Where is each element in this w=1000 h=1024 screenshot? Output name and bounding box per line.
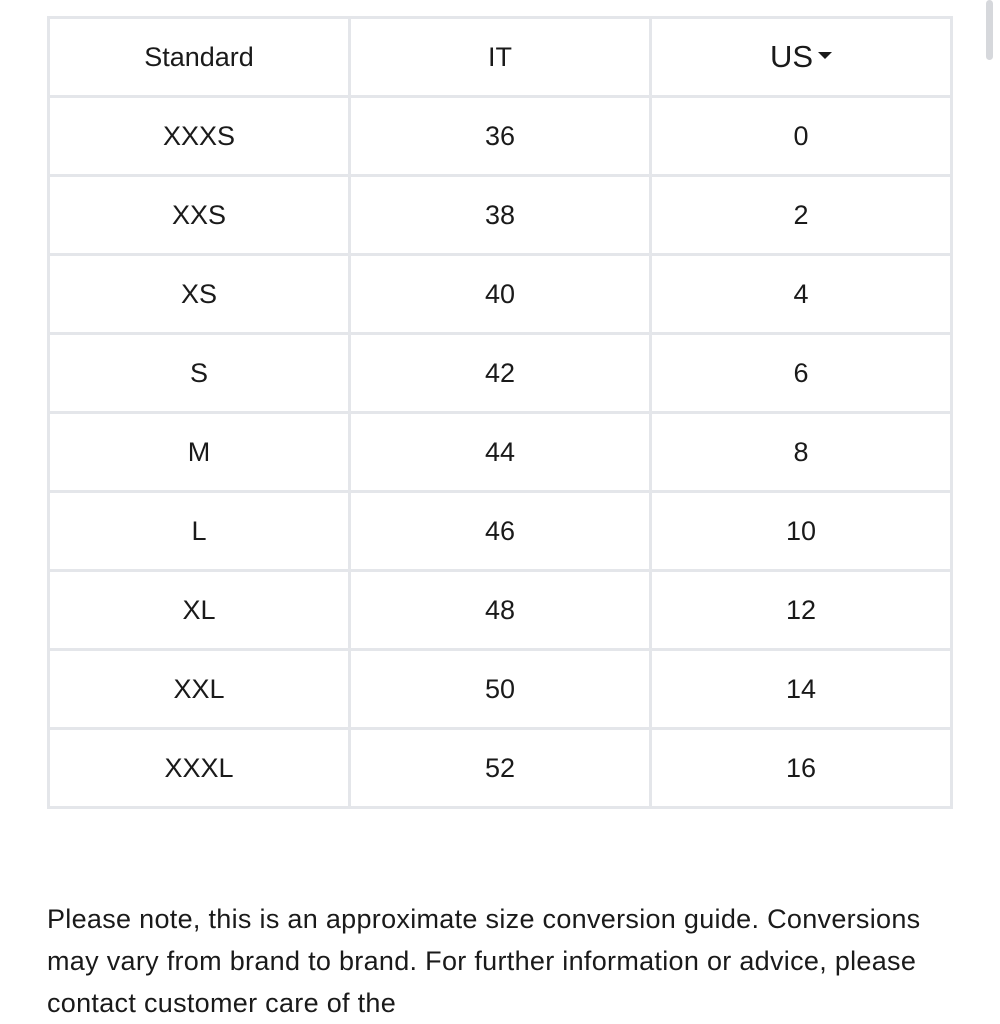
cell-us: 12: [652, 572, 950, 648]
cell-us: 6: [652, 335, 950, 411]
column-header-standard: [50, 19, 348, 95]
cell-standard: XXXS: [50, 98, 348, 174]
cell-it: 44: [351, 414, 649, 490]
cell-it: 36: [351, 98, 649, 174]
cell-it: 38: [351, 177, 649, 253]
column-header-it-label: IT: [488, 41, 512, 72]
table-row: [50, 256, 950, 332]
table-body: [50, 98, 950, 806]
table-row: [50, 651, 950, 727]
cell-standard: XS: [50, 256, 348, 332]
cell-us: 2: [652, 177, 950, 253]
table-row: [50, 414, 950, 490]
cell-it: 50: [351, 651, 649, 727]
cell-us: 14: [652, 651, 950, 727]
table-row: [50, 493, 950, 569]
size-conversion-table: [47, 16, 953, 809]
cell-standard: L: [50, 493, 348, 569]
table-row: [50, 730, 950, 806]
scrollbar-thumb[interactable]: [986, 0, 993, 60]
table-header-row: [50, 19, 950, 95]
cell-it: 52: [351, 730, 649, 806]
cell-us: 10: [652, 493, 950, 569]
column-header-us-dropdown[interactable]: [652, 19, 950, 95]
cell-it: 48: [351, 572, 649, 648]
column-header-us-label[interactable]: US: [769, 39, 814, 74]
cell-us: 0: [652, 98, 950, 174]
cell-us: 4: [652, 256, 950, 332]
column-header-it: [351, 19, 649, 95]
cell-it: 46: [351, 493, 649, 569]
cell-standard: S: [50, 335, 348, 411]
table-row: [50, 335, 950, 411]
cell-it: 42: [351, 335, 649, 411]
table-row: [50, 177, 950, 253]
cell-standard: XXL: [50, 651, 348, 727]
cell-standard: XL: [50, 572, 348, 648]
cell-it: 40: [351, 256, 649, 332]
cell-us: 8: [652, 414, 950, 490]
table-row: [50, 572, 950, 648]
cell-us: 16: [652, 730, 950, 806]
caret-down-icon[interactable]: [818, 52, 832, 59]
cell-standard: XXS: [50, 177, 348, 253]
size-guide-note: Please note, this is an approximate size conversion guide. Conversions may vary from brand to brand. For further information or advice, please contact customer care of the: [47, 904, 921, 1018]
cell-standard: XXXL: [50, 730, 348, 806]
table-row: [50, 98, 950, 174]
cell-standard: M: [50, 414, 348, 490]
column-header-standard-label: Standard: [144, 41, 254, 72]
